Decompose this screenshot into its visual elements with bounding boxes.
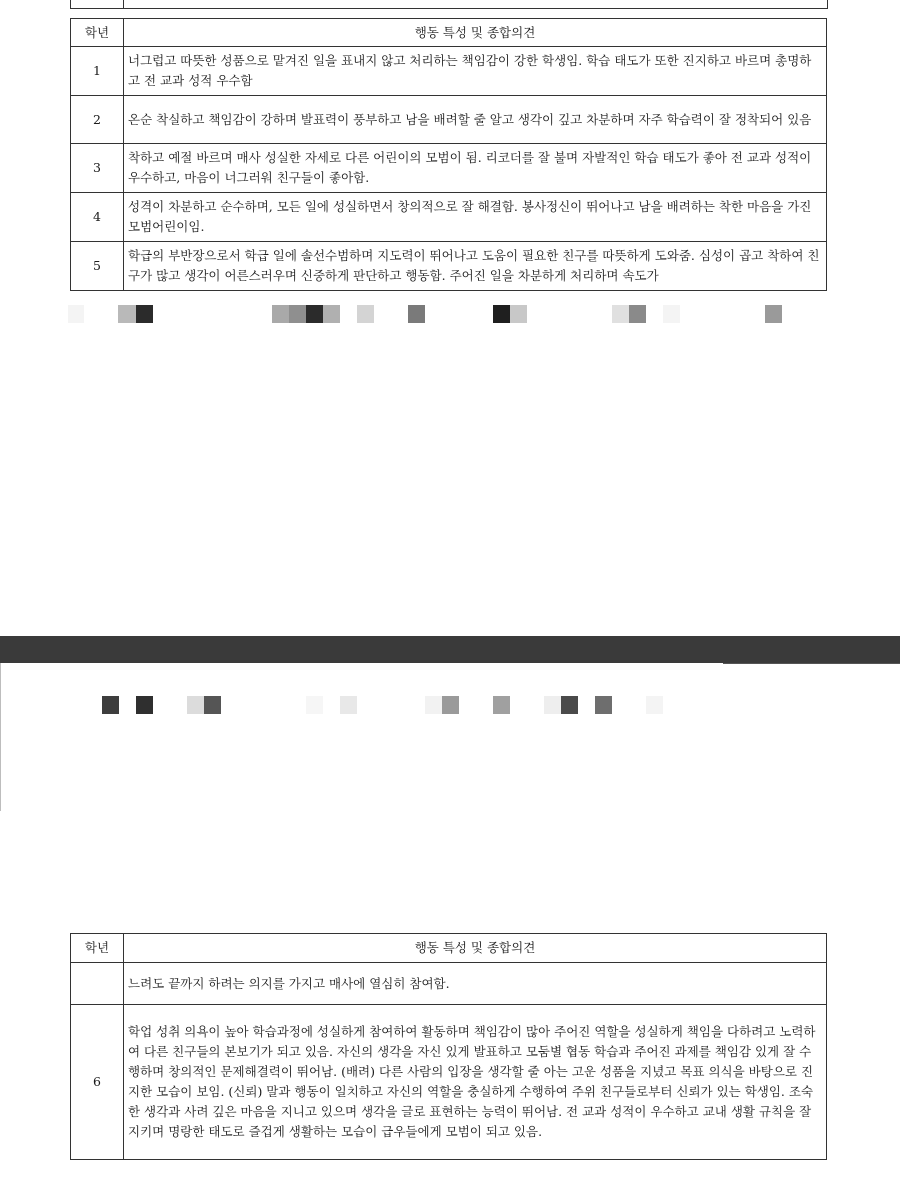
behavior-comments-table-page2: [70, 933, 827, 1160]
header-grade: 학년: [71, 19, 124, 47]
redaction-block: [425, 696, 442, 714]
page-shadow-line: [723, 663, 900, 664]
redaction-block: [442, 696, 459, 714]
header-comment: 행동 특성 및 종합의견: [124, 934, 827, 963]
comment-cell: 느려도 끝까지 하려는 의지를 가지고 매사에 열심히 참여함.: [124, 963, 827, 1005]
table-header-row: [71, 19, 827, 47]
comment-cell: 온순 착실하고 책임감이 강하며 발표력이 풍부하고 남을 배려할 줄 알고 생각이 깊고 차분하며 자주 학습력이 잘 정착되어 있음: [124, 96, 827, 144]
redaction-block: [357, 305, 374, 323]
header-grade: 학년: [71, 934, 124, 963]
grade-cell: 1: [71, 47, 124, 96]
redaction-block: [102, 696, 119, 714]
redaction-block: [272, 305, 289, 323]
redaction-block: [663, 305, 680, 323]
redaction-block: [204, 696, 221, 714]
redaction-block: [493, 696, 510, 714]
redaction-block: [306, 305, 323, 323]
table-row: [71, 1005, 827, 1160]
previous-table-edge: [70, 0, 828, 9]
redacted-footer-band: [0, 305, 900, 323]
table-row: [71, 96, 827, 144]
redaction-block: [493, 305, 510, 323]
table-row: [71, 242, 827, 291]
redaction-block: [595, 696, 612, 714]
redaction-block: [510, 305, 527, 323]
page2-left-edge: [0, 663, 1, 811]
redaction-block: [289, 305, 306, 323]
comment-cell: 학업 성취 의욕이 높아 학습과정에 성실하게 참여하여 활동하며 책임감이 많아 주어진 역할을 성실하게 책임을 다하려고 노력하여 다른 친구들의 본보기가 되고 있음. 자신의 생각을 자신 있게 발표하고 모둠별 협동 학습과 주어진 과제를 책임감 있게 잘 수행하며 창의적인 문제해결력이 뛰어남. (배려) 다른 사람의 입장을 생각할 줄 아는 고운 성품을 지녔고 목표 의식을 바탕으로 진지한 모습이 보임. (신뢰) 말과 행동이 일치하고 자신의 역할을 충실하게 수행하여 주위 친구들로부터 신뢰가 있는 학생임. 조숙한 생각과 사려 깊은 마음을 지니고 있으며 생각을 글로 표현하는 능력이 뛰어남. 전 교과 성적이 우수하고 교내 생활 규칙을 잘 지키며 명랑한 태도로 즐겁게 생활하는 모습이 급우들에게 모범이 되고 있음.: [124, 1005, 827, 1160]
redaction-block: [306, 696, 323, 714]
grade-cell: 2: [71, 96, 124, 144]
redaction-block: [612, 305, 629, 323]
comment-cell: 학급의 부반장으로서 학급 일에 솔선수범하며 지도력이 뛰어나고 도움이 필요한 친구를 따뜻하게 도와줌. 심성이 곱고 착하여 친구가 많고 생각이 어른스러우며 신중하게 판단하고 행동함. 주어진 일을 차분하게 처리하며 속도가: [124, 242, 827, 291]
table-row: [71, 47, 827, 96]
comment-cell: 착하고 예절 바르며 매사 성실한 자세로 다른 어린이의 모범이 됨. 리코더를 잘 불며 자발적인 학습 태도가 좋아 전 교과 성적이 우수하고, 마음이 너그러워 친구들이 좋아함.: [124, 144, 827, 193]
redaction-block: [340, 696, 357, 714]
table-row: [71, 963, 827, 1005]
redaction-block: [118, 305, 136, 323]
redaction-block: [68, 305, 84, 323]
grade-cell: 6: [71, 1005, 124, 1160]
redacted-header-band: [0, 696, 900, 714]
behavior-comments-table-page1: [70, 18, 827, 291]
page-separator: [0, 636, 900, 663]
redaction-block: [136, 696, 153, 714]
grade-cell: 4: [71, 193, 124, 242]
grade-cell: 5: [71, 242, 124, 291]
redaction-block: [408, 305, 425, 323]
redaction-block: [136, 305, 153, 323]
redaction-block: [646, 696, 663, 714]
comment-cell: 성격이 차분하고 순수하며, 모든 일에 성실하면서 창의적으로 잘 해결함. 봉사정신이 뛰어나고 남을 배려하는 착한 마음을 가진 모범어린이임.: [124, 193, 827, 242]
table-row: [71, 144, 827, 193]
grade-cell: 3: [71, 144, 124, 193]
comment-cell: 너그럽고 따뜻한 성품으로 맡겨진 일을 표내지 않고 처리하는 책임감이 강한 학생임. 학습 태도가 또한 진지하고 바르며 총명하고 전 교과 성적 우수함: [124, 47, 827, 96]
redaction-block: [323, 305, 340, 323]
table-header-row: [71, 934, 827, 963]
redaction-block: [544, 696, 561, 714]
redaction-block: [561, 696, 578, 714]
table-row: [71, 193, 827, 242]
previous-table-divider: [123, 0, 124, 8]
grade-cell: [71, 963, 124, 1005]
redaction-block: [187, 696, 204, 714]
redaction-block: [765, 305, 782, 323]
redaction-block: [629, 305, 646, 323]
header-comment: 행동 특성 및 종합의견: [124, 19, 827, 47]
